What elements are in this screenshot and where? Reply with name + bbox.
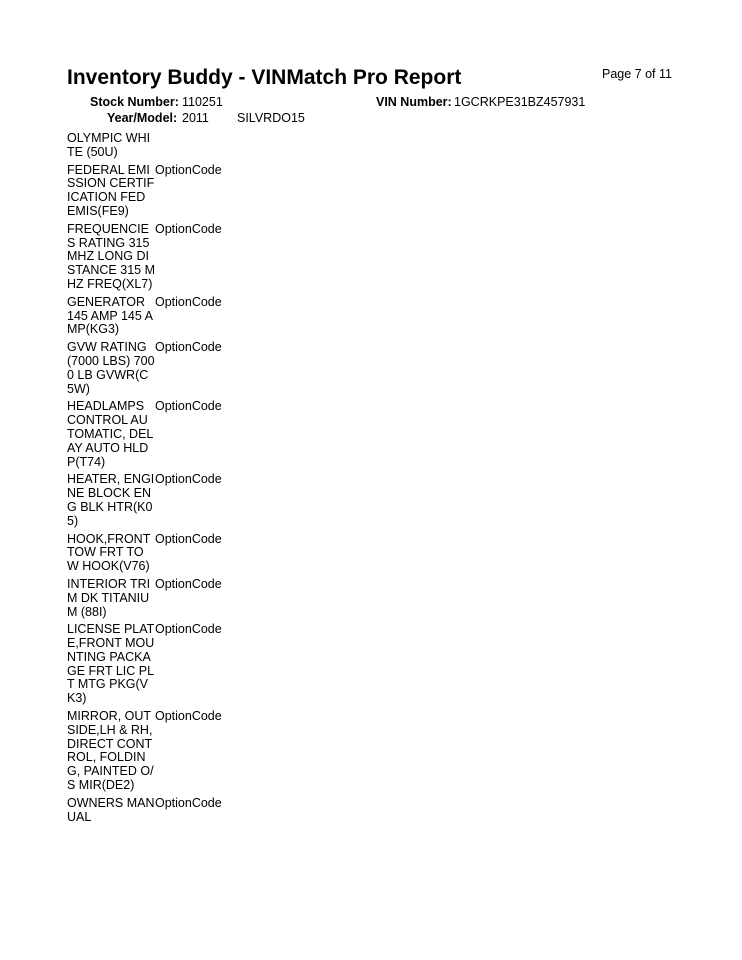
option-type: OptionCode <box>155 795 222 810</box>
option-description: OLYMPIC WHITE (50U) <box>67 131 151 159</box>
option-description: OWNERS MANUAL <box>67 795 155 824</box>
stock-number-value: 110251 <box>182 95 223 109</box>
option-list <box>67 132 237 828</box>
year-model-label: Year/Model: <box>107 111 178 125</box>
option-description: INTERIOR TRIM DK TITANIUM (88I) <box>67 576 151 619</box>
option-row <box>67 400 237 469</box>
model-value: SILVRDO15 <box>237 111 305 125</box>
report-title: Inventory Buddy - VINMatch Pro Report <box>67 66 462 89</box>
option-row <box>67 296 237 337</box>
stock-number-label: Stock Number: <box>90 95 179 109</box>
option-description: HEATER, ENGINE BLOCK ENG BLK HTR(K05) <box>67 472 155 528</box>
option-row <box>67 473 237 528</box>
option-type: OptionCode <box>155 340 222 355</box>
option-description: HEADLAMPS CONTROL AUTOMATIC, DELAY AUTO HLDP(T74) <box>67 399 154 469</box>
option-row <box>67 341 237 396</box>
option-type: OptionCode <box>155 531 222 546</box>
option-type: OptionCode <box>155 709 222 724</box>
vin-number-label: VIN Number: <box>376 95 452 109</box>
option-description: GVW RATING(7000 LBS) 7000 LB GVWR(C5W) <box>67 340 155 396</box>
option-row <box>67 710 237 793</box>
option-type: OptionCode <box>155 294 222 309</box>
option-row <box>67 623 237 706</box>
option-type: OptionCode <box>155 576 222 591</box>
option-row <box>67 797 237 825</box>
option-row <box>67 223 237 292</box>
page-number: Page 7 of 11 <box>602 67 672 81</box>
option-row <box>67 164 237 219</box>
option-description: MIRROR, OUTSIDE,LH & RH,DIRECT CONTROL, FOLDING, PAINTED O/S MIR(DE2) <box>67 709 154 793</box>
option-type: OptionCode <box>155 399 222 414</box>
option-type: OptionCode <box>155 162 222 177</box>
option-description: HOOK,FRONT TOW FRT TOW HOOK(V76) <box>67 531 151 574</box>
option-type: OptionCode <box>155 221 222 236</box>
option-description: FEDERAL EMISSION CERTIFICATION FED EMIS(FE9) <box>67 162 155 218</box>
option-row <box>67 578 237 619</box>
year-value: 2011 <box>182 111 209 125</box>
option-description: FREQUENCIES RATING 315 MHZ LONG DISTANCE 315 MHZ FREQ(XL7) <box>67 221 155 291</box>
option-row <box>67 533 237 574</box>
vin-number-value: 1GCRKPE31BZ457931 <box>454 95 586 109</box>
option-type: OptionCode <box>155 472 222 487</box>
option-type: OptionCode <box>155 622 222 637</box>
option-description: GENERATOR 145 AMP 145 AMP(KG3) <box>67 294 153 337</box>
option-row <box>67 132 237 160</box>
option-description: LICENSE PLATE,FRONT MOUNTING PACKAGE FRT LIC PLT MTG PKG(VK3) <box>67 622 155 706</box>
